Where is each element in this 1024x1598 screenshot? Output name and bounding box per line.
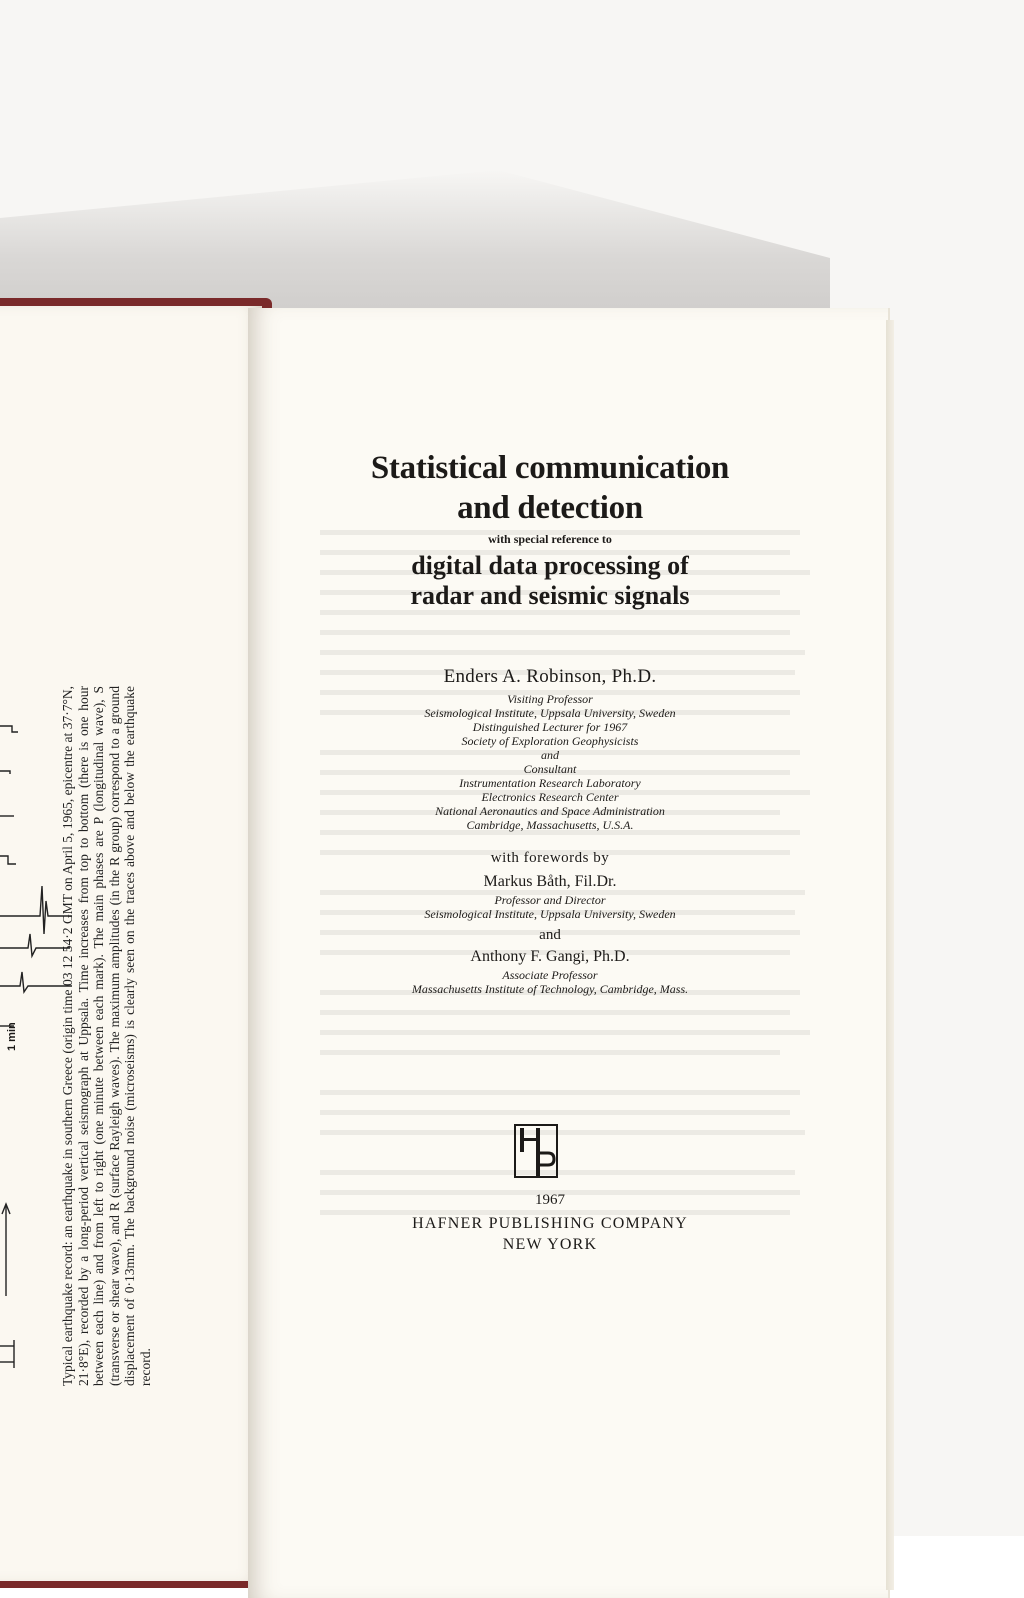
author-block bbox=[290, 666, 810, 996]
foreword-affiliation: Massachusetts Institute of Technology, Cambridge, Mass. bbox=[411, 982, 689, 996]
publisher-name: HAFNER PUBLISHING COMPANY bbox=[412, 1215, 688, 1232]
publisher-block bbox=[290, 1192, 810, 1257]
author-affiliation: Distinguished Lecturer for 1967 bbox=[472, 720, 628, 734]
subtitle-line-2: radar and seismic signals bbox=[410, 581, 690, 610]
author-affiliation: Visiting Professor bbox=[507, 692, 593, 706]
author-affiliation: Cambridge, Massachusetts, U.S.A. bbox=[466, 818, 634, 832]
foreword-affiliation: Seismological Institute, Uppsala University, Sweden bbox=[424, 907, 676, 921]
caption-text: Typical earthquake record: an earthquake in southern Greece (origin time 03 12 54·2 GMT on April 5, 1965, epicentre at 37·7°N, 21·8°E), recorded by a long-period vertical seismograph at Uppsala. Time increases from top to bottom (there is one hour between each line) and from left to right (one minute between each mark). The main phases are P (longitudinal wave), S (transverse or shear wave), and R (surface Rayleigh waves). The maximum amplitudes (in the R group) correspond to a ground displacement of 0·13mm. The background noise (microseisms) is clearly seen on the traces above and below the earthquake record. bbox=[60, 686, 153, 1386]
subtitle-small: with special reference to bbox=[488, 532, 612, 546]
publisher-city: NEW YORK bbox=[502, 1236, 598, 1253]
author-affiliation: Instrumentation Research Laboratory bbox=[459, 776, 641, 790]
and-label: and bbox=[539, 927, 561, 943]
foreword-affiliation: Professor and Director bbox=[494, 893, 606, 907]
author-name: Enders A. Robinson, Ph.D. bbox=[443, 666, 657, 687]
author-affiliation: and bbox=[541, 748, 559, 762]
scale-label: 1 min bbox=[6, 1022, 18, 1051]
foreword-affiliation: Associate Professor bbox=[502, 968, 598, 982]
book-title-block bbox=[290, 448, 810, 611]
author-affiliation: National Aeronautics and Space Administration bbox=[435, 804, 665, 818]
publisher-logo bbox=[512, 1122, 560, 1180]
author-affiliation: Electronics Research Center bbox=[481, 790, 619, 804]
title-line-2: and detection bbox=[457, 490, 643, 526]
author-affiliation: Consultant bbox=[523, 762, 577, 776]
foreword-author-1: Markus Båth, Fil.Dr. bbox=[483, 873, 617, 890]
subtitle-line-1: digital data processing of bbox=[411, 551, 689, 580]
page-edges bbox=[886, 320, 894, 1590]
left-page bbox=[0, 306, 262, 1581]
title-line-1: Statistical communication bbox=[370, 450, 730, 486]
publication-year: 1967 bbox=[535, 1192, 565, 1208]
author-affiliation: Seismological Institute, Uppsala University, Sweden bbox=[424, 706, 676, 720]
figure-caption bbox=[60, 686, 153, 1386]
author-affiliation: Society of Exploration Geophysicists bbox=[461, 734, 639, 748]
foreword-author-2: Anthony F. Gangi, Ph.D. bbox=[470, 948, 630, 965]
forewords-label: with forewords by bbox=[490, 850, 610, 866]
